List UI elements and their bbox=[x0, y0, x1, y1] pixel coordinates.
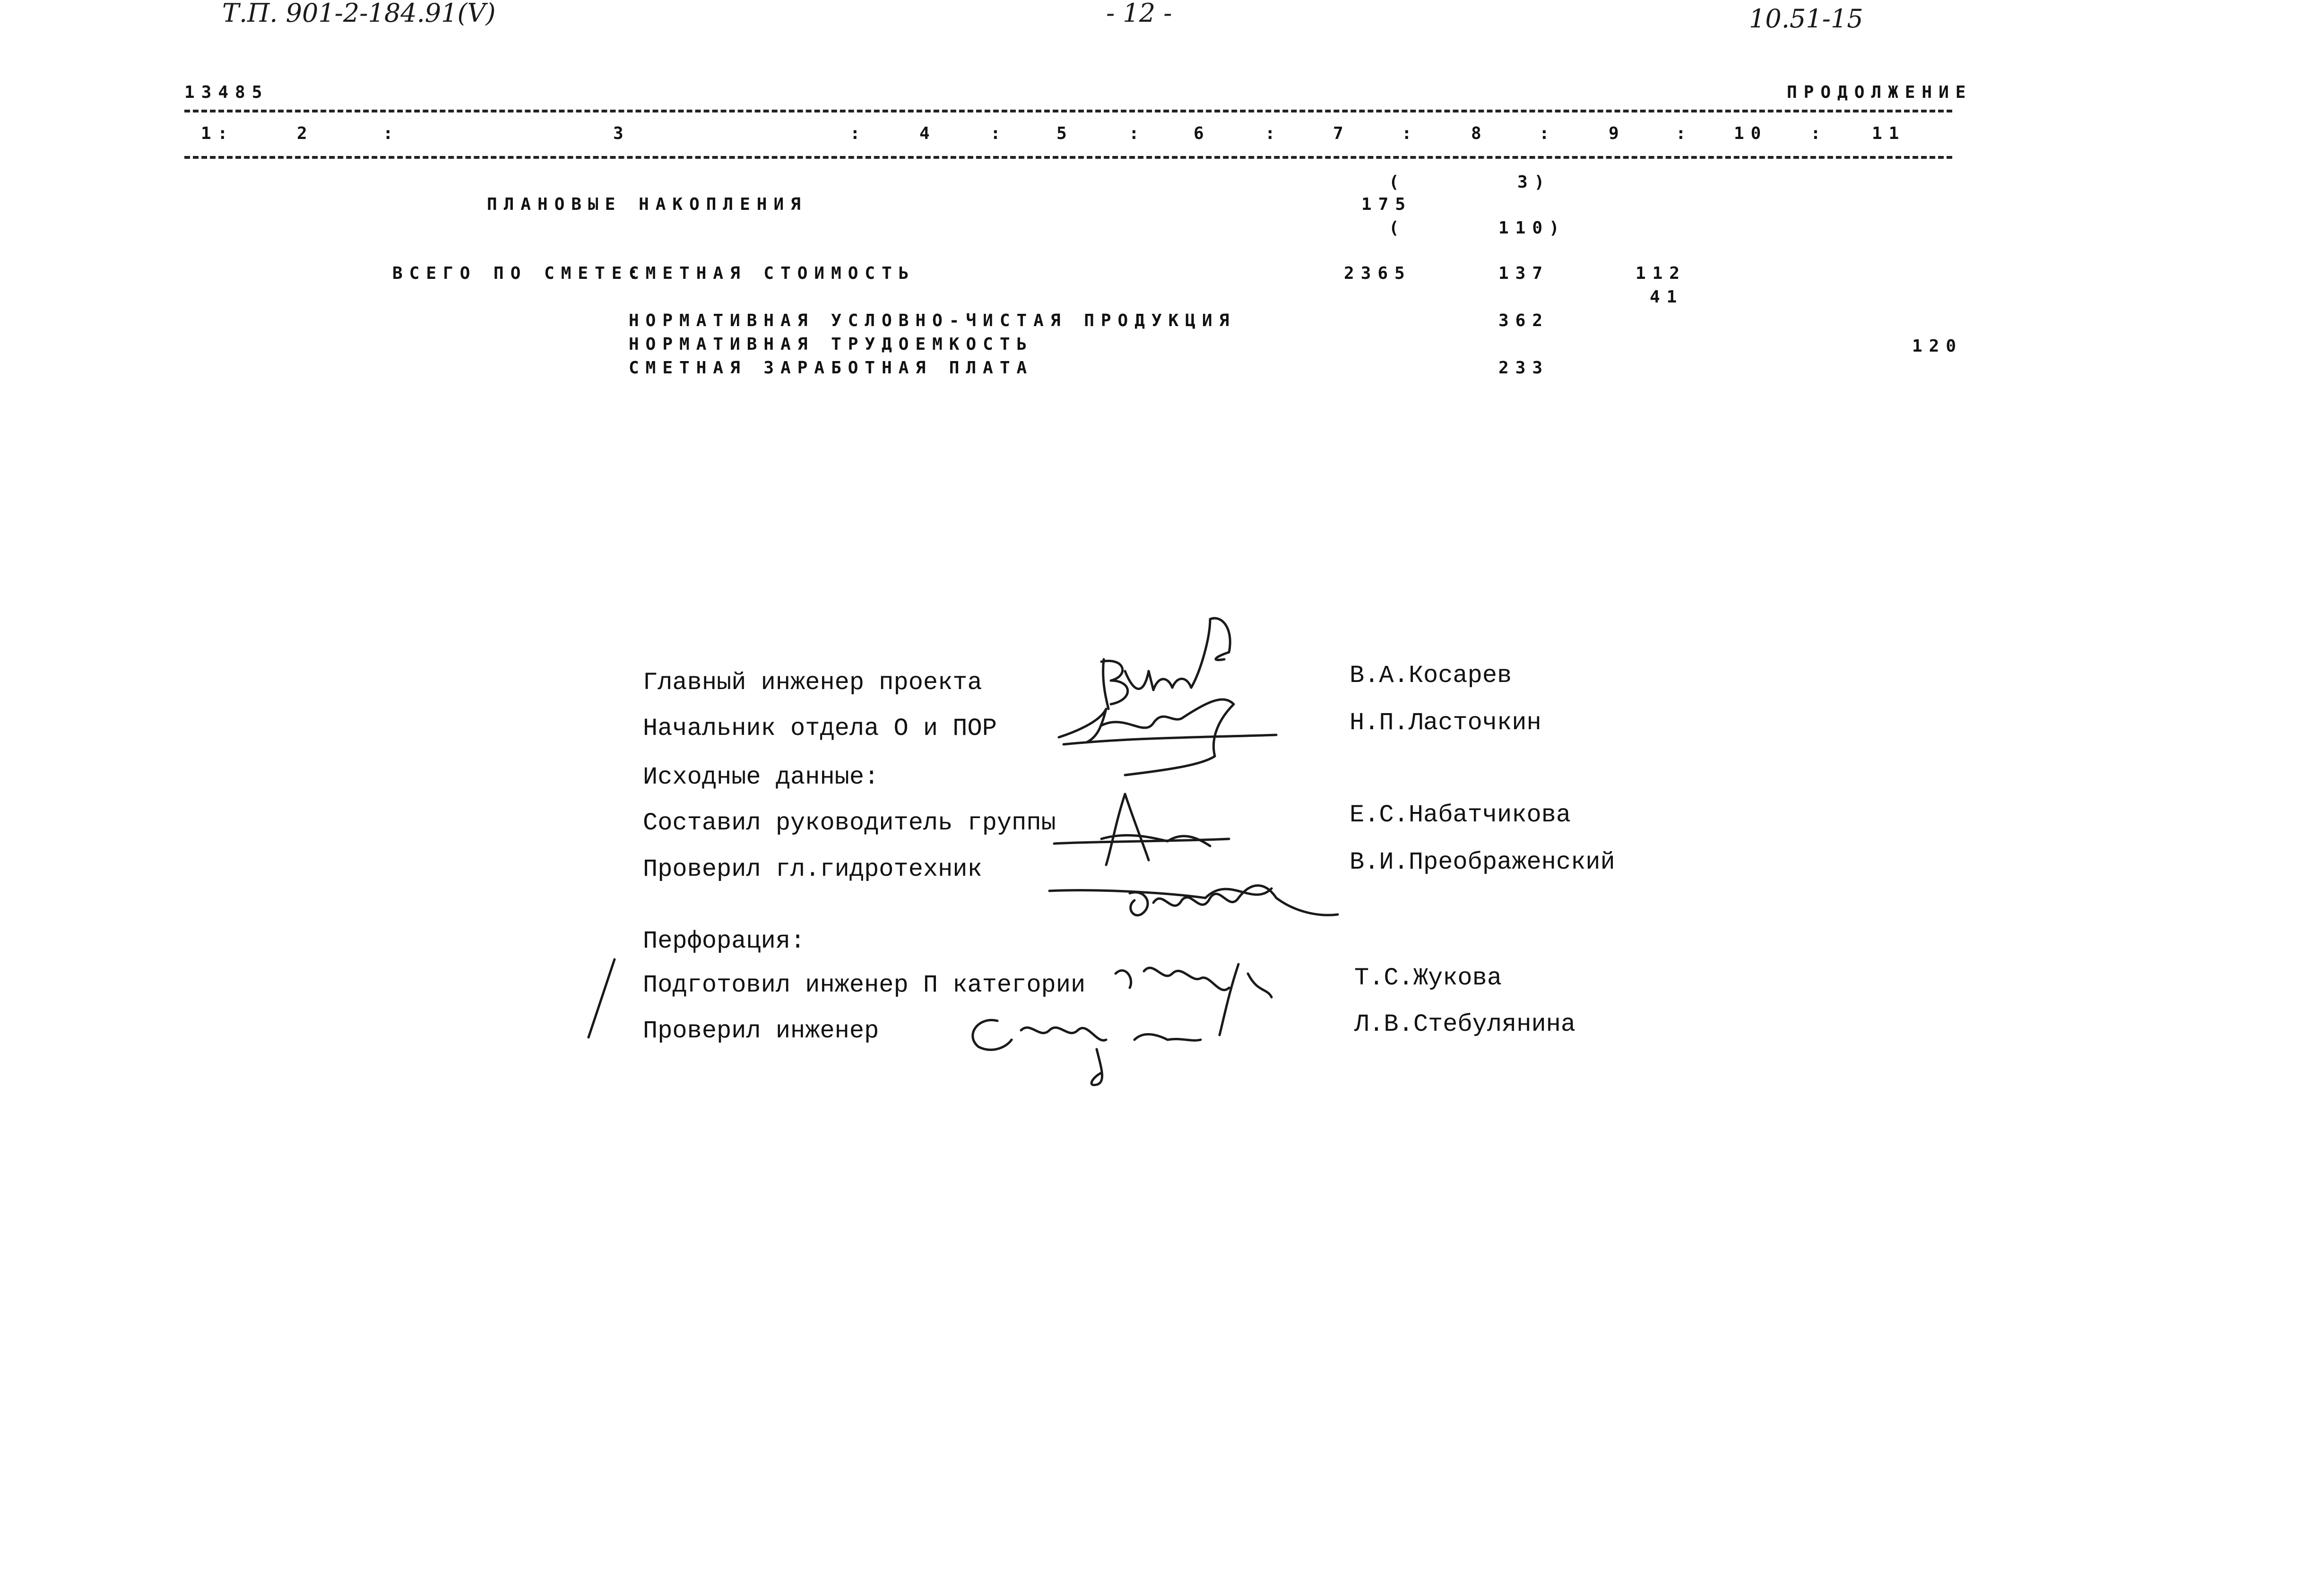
col-4: 4 bbox=[919, 124, 936, 143]
checked2-name: Л.В.Стебулянина bbox=[1354, 1010, 1576, 1038]
prepared-name: Т.С.Жукова bbox=[1354, 964, 1502, 992]
col-separators: : bbox=[217, 124, 234, 143]
checked-title: Проверил гл.гидротехник bbox=[643, 855, 982, 883]
col-6: 6 bbox=[1194, 124, 1211, 143]
table-cell: ( bbox=[1389, 218, 1406, 238]
table-cell: 3) bbox=[1517, 173, 1551, 192]
row-label: СМЕТНАЯ СТОИМОСТЬ bbox=[629, 264, 916, 283]
signature-nabatchikova bbox=[1049, 794, 1272, 898]
signature-lastochkin bbox=[1059, 699, 1276, 775]
col-separator: : bbox=[1539, 124, 1556, 143]
table-cell: 137 bbox=[1498, 264, 1550, 283]
col-separator: : bbox=[850, 124, 867, 143]
prepared-title: Подготовил инженер П категории bbox=[643, 971, 1086, 999]
col-2: 2 bbox=[297, 124, 314, 143]
col-separator: : bbox=[1402, 124, 1419, 143]
continuation-label: ПРОДОЛЖЕНИЕ bbox=[1787, 83, 1973, 102]
col-separator: : bbox=[1810, 124, 1827, 143]
row-prefix: ВСЕГО ПО СМЕТЕ: bbox=[392, 264, 646, 283]
chief-engineer-title: Главный инженер проекта bbox=[643, 669, 982, 697]
page-number: - 12 - bbox=[1106, 0, 1172, 28]
document-code: Т.П. 901-2-184.91(V) bbox=[222, 0, 496, 28]
composed-name: Е.С.Набатчикова bbox=[1350, 801, 1571, 829]
col-3: 3 bbox=[613, 124, 630, 143]
source-data-heading: Исходные данные: bbox=[643, 763, 879, 791]
col-separator: : bbox=[1129, 124, 1146, 143]
table-cell: 2365 bbox=[1344, 264, 1411, 283]
table-cell: 120 bbox=[1912, 336, 1963, 356]
col-7: 7 bbox=[1333, 124, 1350, 143]
row-label: НОРМАТИВНАЯ УСЛОВНО-ЧИСТАЯ ПРОДУКЦИЯ bbox=[629, 311, 1236, 330]
checked-name: В.И.Преображенский bbox=[1350, 848, 1615, 876]
table-cell: 233 bbox=[1498, 358, 1550, 378]
col-11: 11 bbox=[1872, 124, 1906, 143]
col-8: 8 bbox=[1471, 124, 1488, 143]
table-cell: 110) bbox=[1498, 218, 1566, 238]
signature-zhukova bbox=[1116, 964, 1272, 1035]
perforation-heading: Перфорация: bbox=[643, 927, 805, 955]
col-separator: : bbox=[990, 124, 1007, 143]
table-cell: 175 bbox=[1361, 195, 1412, 214]
checked2-title: Проверил инженер bbox=[643, 1017, 879, 1045]
row-label: СМЕТНАЯ ЗАРАБОТНАЯ ПЛАТА bbox=[629, 358, 1034, 378]
archive-stamp: 10.51-15 bbox=[1749, 4, 1863, 34]
col-separator: : bbox=[1265, 124, 1282, 143]
signature-stebulyanina bbox=[589, 959, 1201, 1085]
dept-head-title: Начальник отдела О и ПОР bbox=[643, 715, 997, 742]
signature-kosarev bbox=[1101, 618, 1230, 709]
table-cell: 112 bbox=[1636, 264, 1687, 283]
table-cell: ( bbox=[1389, 173, 1406, 192]
col-9: 9 bbox=[1609, 124, 1626, 143]
dept-head-name: Н.П.Ласточкин bbox=[1350, 709, 1541, 737]
table-code: 13485 bbox=[184, 83, 269, 102]
col-5: 5 bbox=[1056, 124, 1073, 143]
col-separator: : bbox=[383, 124, 400, 143]
table-cell: 41 bbox=[1650, 287, 1684, 307]
col-10: 10 bbox=[1734, 124, 1768, 143]
row-label: ПЛАНОВЫЕ НАКОПЛЕНИЯ bbox=[487, 195, 807, 214]
chief-engineer-name: В.А.Косарев bbox=[1350, 662, 1512, 690]
col-1: 1 bbox=[201, 124, 218, 143]
row-label: НОРМАТИВНАЯ ТРУДОЕМКОСТЬ bbox=[629, 335, 1034, 354]
table-cell: 362 bbox=[1498, 311, 1550, 330]
composed-title: Составил руководитель группы bbox=[643, 809, 1056, 837]
col-separator: : bbox=[1676, 124, 1693, 143]
